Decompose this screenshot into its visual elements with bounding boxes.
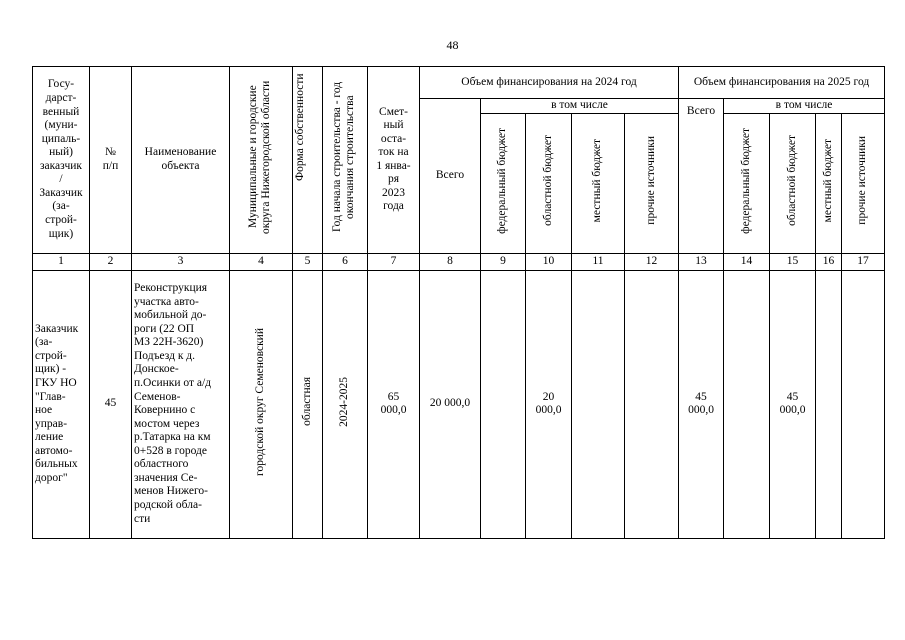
row-number: 45 [90,270,132,538]
row-other-2024 [625,270,679,538]
header-including-2024: в том числе [481,99,679,114]
column-number: 17 [842,253,885,270]
column-number: 1 [33,253,90,270]
row-other-2025 [842,270,885,538]
header-ownership: Форма собственности [293,67,323,254]
table-row [33,270,885,538]
header-total-2025: Всего [679,99,724,254]
header-other-2024: прочие источники [625,113,679,253]
column-number: 11 [572,253,625,270]
header-fin-2025: Объем финансирования на 2025 год [679,67,885,99]
header-fin-2024: Объем финансирования на 2024 год [420,67,679,99]
column-number: 12 [625,253,679,270]
header-years: Год начала строительства - год окончания строительства [323,67,368,254]
column-numbers-row [33,253,885,270]
column-number: 16 [816,253,842,270]
row-total-2025: 45 000,0 [679,270,724,538]
row-total-2024: 20 000,0 [420,270,481,538]
header-municipal: Муниципальные и городские округа Нижегородской области [230,67,293,254]
column-number: 2 [90,253,132,270]
financing-table [32,66,885,539]
header-local-2025: местный бюджет [816,113,842,253]
header-federal-2025: федеральный бюджет [724,113,770,253]
header-object-name: Наименование объекта [132,67,230,254]
row-customer: Заказчик (за- строй- щик) - ГКУ НО "Глав- ное управ- ление автомо- бильных дорог" [33,270,90,538]
row-estimate: 65 000,0 [368,270,420,538]
row-local-2025 [816,270,842,538]
column-number: 7 [368,253,420,270]
row-federal-2025 [724,270,770,538]
row-ownership: областная [293,270,323,538]
row-years: 2024-2025 [323,270,368,538]
column-number: 4 [230,253,293,270]
row-municipal: городской округ Семеновский [230,270,293,538]
column-number: 6 [323,253,368,270]
header-regional-2025: областной бюджет [770,113,816,253]
column-number: 14 [724,253,770,270]
column-number: 8 [420,253,481,270]
row-object-name: Реконструкция участка авто- мобильной до- роги (22 ОП МЗ 22Н-3620) Подъезд к д. Донское- п.Осинки от а/д Семенов- Ковернино с мостом через р.Татарка на км 0+528 в городе областного значения Се- менов Нижего- родской обла- сти [132,270,230,538]
column-number: 10 [526,253,572,270]
row-local-2024 [572,270,625,538]
header-number: № п/п [90,67,132,254]
page-number: 48 [446,38,459,52]
header-regional-2024: областной бюджет [526,113,572,253]
header-customer: Госу- дарст- венный (муни- ципаль- ный) заказчик / Заказчик (за- строй- щик) [33,67,90,254]
column-number: 9 [481,253,526,270]
header-including-2025: в том числе [724,99,885,114]
row-regional-2025: 45 000,0 [770,270,816,538]
row-regional-2024: 20 000,0 [526,270,572,538]
header-local-2024: местный бюджет [572,113,625,253]
header-federal-2024: федеральный бюджет [481,113,526,253]
header-other-2025: прочие источники [842,113,885,253]
column-number: 3 [132,253,230,270]
column-number: 5 [293,253,323,270]
column-number: 15 [770,253,816,270]
header-total-2024: Всего [420,99,481,254]
column-number: 13 [679,253,724,270]
header-estimate: Смет- ный оста- ток на 1 янва- ря 2023 года [368,67,420,254]
row-federal-2024 [481,270,526,538]
